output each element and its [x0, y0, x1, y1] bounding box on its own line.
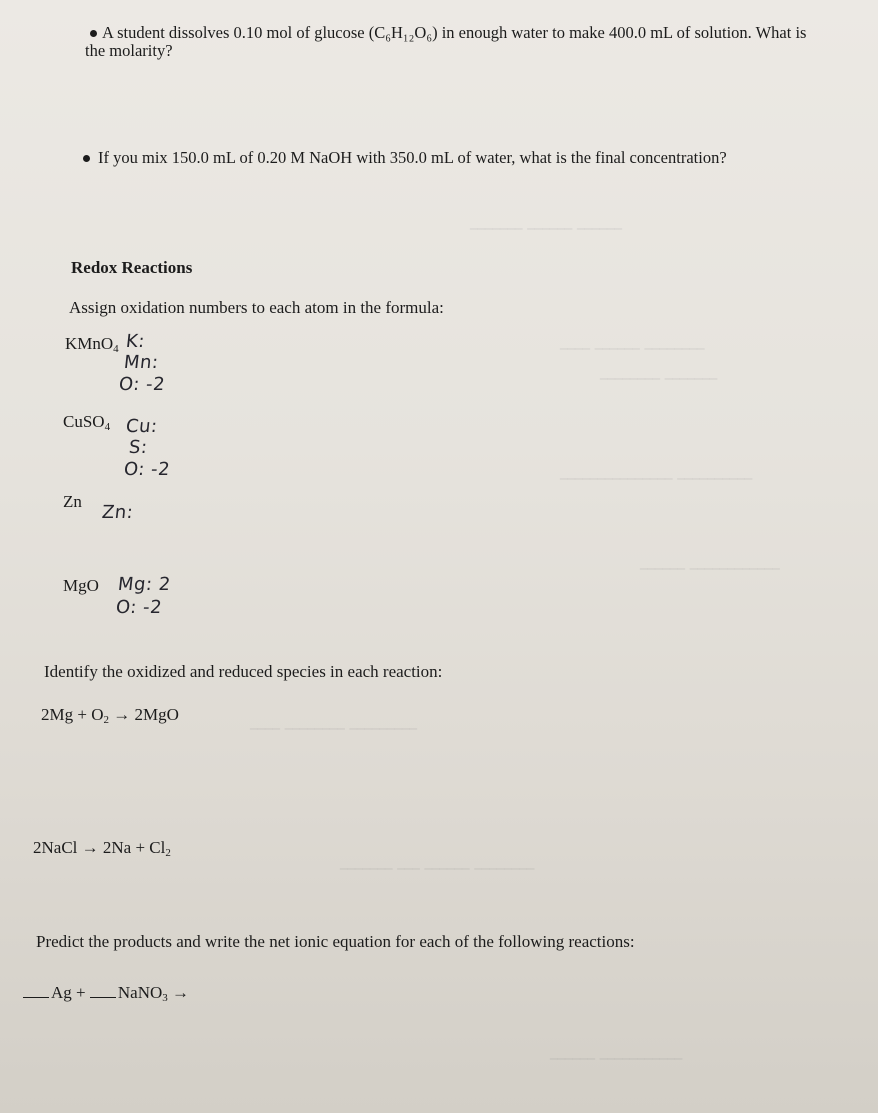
bleed-through-text: _______ ________	[600, 362, 718, 380]
handwritten-answer: Zn:	[100, 502, 135, 523]
handwritten-answer: O: -2	[114, 597, 164, 618]
handwritten-answer: O: -2	[117, 374, 167, 395]
handwritten-answer: O: -2	[122, 459, 172, 480]
bleed-through-text: ___________ ______	[550, 1042, 683, 1060]
answer-blank[interactable]	[23, 983, 49, 998]
question-2: If you mix 150.0 mL of 0.20 M NaOH with 350.0 mL of water, what is the final concentration?	[98, 148, 727, 167]
compound-formula: KMnO$_4$	[65, 334, 119, 355]
section-heading: Redox Reactions	[71, 258, 193, 277]
bleed-through-text: ________ ______ ____	[560, 332, 705, 350]
compound-formula: Zn	[63, 492, 82, 511]
handwritten-answer: K:	[124, 331, 146, 352]
compound-formula: CuSO$_4$	[63, 412, 111, 433]
handwritten-answer: S:	[127, 437, 149, 458]
reaction-equation: $2Mg + O_2 \to 2MgO$	[41, 705, 179, 726]
reaction-equation: Ag + NaNO$_3$ →	[23, 983, 189, 1003]
bleed-through-text: ________ ______ ___ _______	[340, 852, 535, 870]
bleed-through-text: __________ _______________	[560, 462, 753, 480]
bullet-icon	[83, 155, 90, 162]
bullet-icon	[90, 30, 97, 37]
answer-blank[interactable]	[90, 983, 116, 998]
question-1-line-1: A student dissolves 0.10 mol of glucose (C₆H₁₂O₆) in enough water to make 400.0 mL of solution. What is	[102, 23, 807, 42]
handwritten-answer: Mn:	[122, 352, 160, 373]
bleed-through-text: _________ ________ ____	[250, 712, 418, 730]
reaction-equation: 2NaCl → $2Na + Cl_2$	[33, 838, 171, 859]
identify-instruction: Identify the oxidized and reduced species in each reaction:	[44, 662, 443, 681]
question-1-line-2: the molarity?	[85, 41, 173, 60]
compound-formula: MgO	[63, 576, 99, 595]
assign-instruction: Assign oxidation numbers to each atom in the formula:	[69, 298, 444, 317]
bleed-through-text: ______ ______ _______	[470, 212, 623, 230]
handwritten-answer: Mg: 2	[116, 574, 172, 595]
predict-instruction: Predict the products and write the net ionic equation for each of the following reactions:	[36, 932, 635, 951]
bleed-through-text: ____________ ______	[640, 552, 780, 570]
handwritten-answer: Cu:	[124, 416, 159, 437]
